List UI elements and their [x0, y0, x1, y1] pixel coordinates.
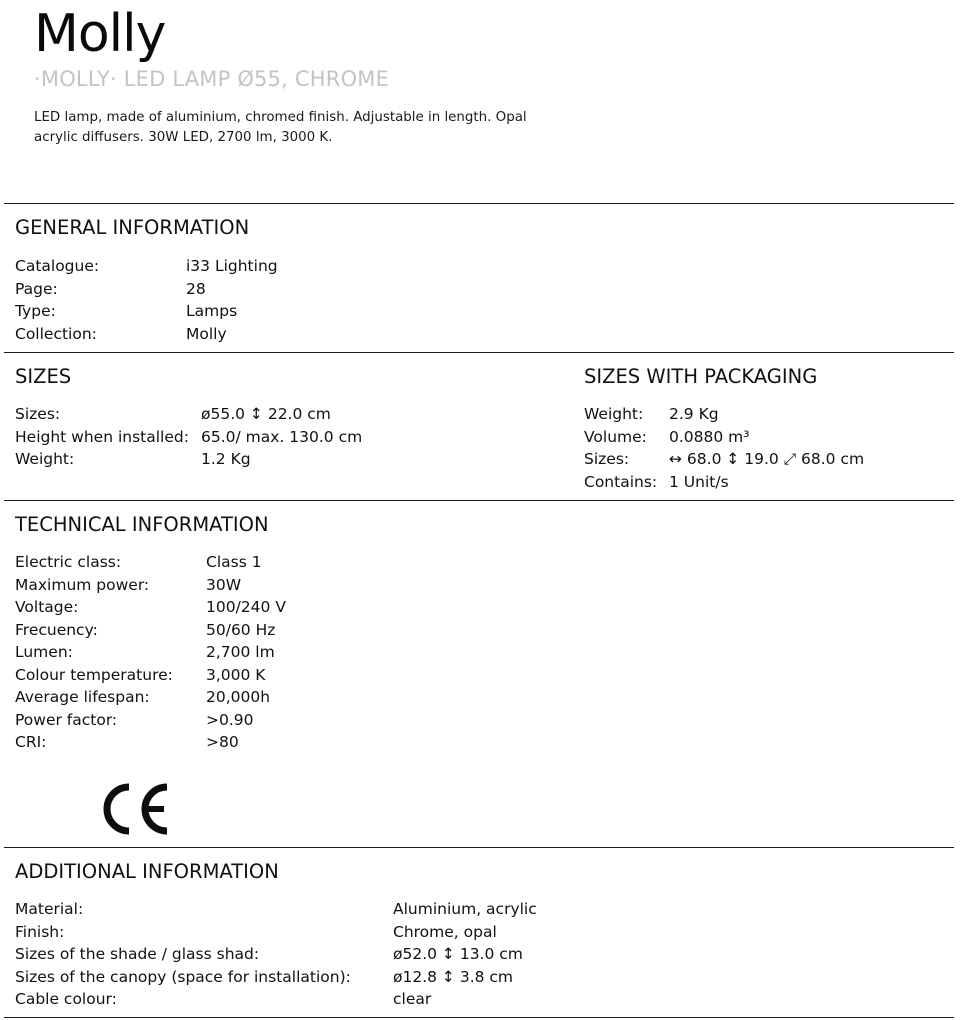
technical-row-frequency: [15, 619, 286, 642]
additional-row-cable-colour: [15, 988, 537, 1011]
general-label-type: Type:: [15, 302, 56, 320]
packaging-value-contains: 1 Unit/s: [669, 472, 729, 491]
technical-label-voltage: Voltage:: [15, 598, 79, 616]
section-title-technical: TECHNICAL INFORMATION: [15, 513, 269, 536]
technical-row-maximum-power: [15, 574, 286, 597]
divider-technical: [4, 500, 954, 501]
sizes-value-weight: 1.2 Kg: [201, 450, 251, 468]
general-label-page: Page:: [15, 279, 58, 298]
additional-row-canopy-size: [15, 966, 537, 989]
general-row-catalogue: [15, 255, 278, 278]
technical-row-power-factor: [15, 709, 286, 732]
technical-row-voltage: [15, 596, 286, 619]
product-description: LED lamp, made of aluminium, chromed finish. Adjustable in length. Opal acrylic diffusers. 30W LED, 2700 lm, 3000 K.: [34, 110, 527, 145]
packaging-value-sizes: ↔ 68.0 ↕ 19.0 ⤢ 68.0 cm: [669, 450, 865, 468]
technical-value-cri: >80: [206, 733, 239, 751]
technical-label-average-lifespan: Average lifespan:: [15, 688, 150, 706]
additional-value-material: Aluminium, acrylic: [393, 900, 537, 918]
additional-label-canopy-size: Sizes of the canopy (space for installation):: [15, 967, 351, 986]
packaging-label-volume: Volume:: [584, 427, 647, 446]
general-row-type: [15, 300, 278, 323]
sizes-value-sizes: ø55.0 ↕ 22.0 cm: [201, 405, 331, 423]
technical-value-lumen: 2,700 lm: [206, 643, 275, 661]
technical-label-frequency: Frecuency:: [15, 620, 98, 639]
ce-mark-icon: [98, 782, 172, 836]
general-value-catalogue: i33 Lighting: [186, 257, 278, 275]
divider-general: [4, 203, 954, 204]
technical-value-colour-temperature: 3,000 K: [206, 665, 266, 684]
sizes-label-sizes: Sizes:: [15, 405, 61, 423]
technical-row-electric-class: [15, 551, 286, 574]
product-subtitle: ·MOLLY· LED LAMP Ø55, CHROME: [34, 67, 390, 91]
packaging-label-contains: Contains:: [584, 472, 658, 491]
additional-label-shade-size: Sizes of the shade / glass shad:: [15, 945, 260, 963]
technical-row-lumen: [15, 641, 286, 664]
technical-row-cri: [15, 731, 286, 754]
additional-row-shade-size: [15, 943, 537, 966]
general-value-collection: Molly: [186, 324, 227, 343]
sizes-value-height: 65.0/ max. 130.0 cm: [201, 427, 363, 446]
packaging-row-sizes: [584, 448, 864, 471]
additional-row-finish: [15, 921, 537, 944]
technical-value-frequency: 50/60 Hz: [206, 620, 276, 639]
section-title-general: GENERAL INFORMATION: [15, 216, 250, 239]
technical-label-lumen: Lumen:: [15, 643, 73, 661]
additional-list: [15, 898, 537, 1011]
divider-bottom: [4, 1017, 954, 1018]
technical-value-electric-class: Class 1: [206, 553, 262, 571]
technical-label-colour-temperature: Colour temperature:: [15, 665, 173, 684]
packaging-row-volume: [584, 426, 864, 449]
packaging-value-weight: 2.9 Kg: [669, 405, 719, 423]
additional-row-material: [15, 898, 537, 921]
technical-row-average-lifespan: [15, 686, 286, 709]
section-title-packaging: SIZES WITH PACKAGING: [584, 365, 818, 388]
additional-value-shade-size: ø52.0 ↕ 13.0 cm: [393, 945, 523, 963]
divider-sizes: [4, 352, 954, 353]
technical-value-voltage: 100/240 V: [206, 598, 286, 616]
sizes-label-height: Height when installed:: [15, 427, 189, 446]
general-label-catalogue: Catalogue:: [15, 257, 100, 275]
additional-label-finish: Finish:: [15, 922, 65, 941]
additional-label-cable-colour: Cable colour:: [15, 990, 117, 1008]
technical-value-average-lifespan: 20,000h: [206, 688, 271, 706]
packaging-list: [584, 403, 864, 493]
packaging-label-sizes: Sizes:: [584, 450, 630, 468]
general-value-page: 28: [186, 279, 206, 298]
sizes-label-weight: Weight:: [15, 450, 75, 468]
general-value-type: Lamps: [186, 302, 238, 320]
sizes-row-height: [15, 426, 362, 449]
technical-label-maximum-power: Maximum power:: [15, 575, 150, 594]
section-title-additional: ADDITIONAL INFORMATION: [15, 860, 279, 883]
packaging-value-volume: 0.0880 m³: [669, 427, 750, 446]
additional-label-material: Material:: [15, 900, 84, 918]
additional-value-canopy-size: ø12.8 ↕ 3.8 cm: [393, 967, 514, 986]
technical-row-colour-temperature: [15, 664, 286, 687]
sizes-list: [15, 403, 362, 471]
divider-additional: [4, 847, 954, 848]
general-row-collection: [15, 323, 278, 346]
technical-label-electric-class: Electric class:: [15, 553, 122, 571]
sizes-row-sizes: [15, 403, 362, 426]
section-title-sizes: SIZES: [15, 365, 72, 388]
technical-value-maximum-power: 30W: [206, 575, 242, 594]
general-row-page: [15, 278, 278, 301]
packaging-label-weight: Weight:: [584, 405, 644, 423]
general-label-collection: Collection:: [15, 324, 97, 343]
sizes-row-weight: [15, 448, 362, 471]
technical-label-cri: CRI:: [15, 733, 47, 751]
technical-value-power-factor: >0.90: [206, 710, 254, 729]
packaging-row-weight: [584, 403, 864, 426]
general-info-list: [15, 255, 278, 345]
technical-list: [15, 551, 286, 754]
product-title: Molly: [34, 4, 166, 64]
additional-value-cable-colour: clear: [393, 990, 432, 1008]
additional-value-finish: Chrome, opal: [393, 922, 497, 941]
packaging-row-contains: [584, 471, 864, 494]
technical-label-power-factor: Power factor:: [15, 710, 118, 729]
